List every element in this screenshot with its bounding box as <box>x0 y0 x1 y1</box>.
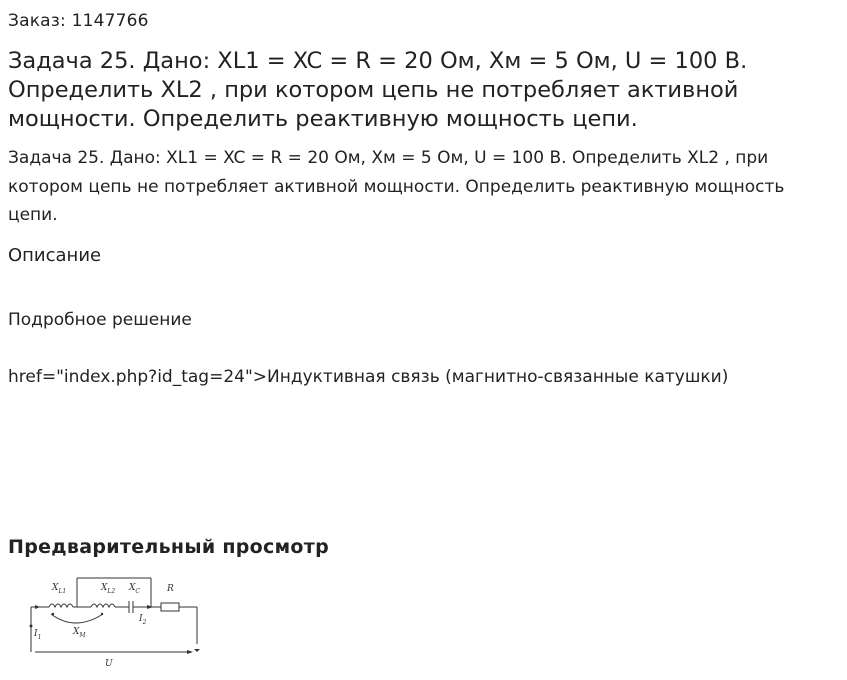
label-xm: $X_M$ <box>73 627 86 639</box>
solution-label: Подробное решение <box>8 310 192 330</box>
task-title: Задача 25. Дано: XL1 = XC = R = 20 Ом, Хм = 5 Ом, U = 100 В. Определить XL2 , при котором цепь не потребляет активной мощности. Определить реактивную мощность цепи. <box>8 48 748 132</box>
preview-title: Предварительный просмотр <box>8 536 329 558</box>
label-r: R <box>167 584 174 594</box>
circuit-diagram <box>25 574 205 674</box>
circuit-arrows <box>30 605 201 654</box>
tag-link[interactable]: href="index.php?id_tag=24">Индуктивная связь (магнитно-связанные катушки) <box>8 367 729 387</box>
circuit-preview-image <box>25 574 205 674</box>
order-number: Заказ: 1147766 <box>8 11 149 31</box>
task-body: Задача 25. Дано: XL1 = XC = R = 20 Ом, Хм = 5 Ом, U = 100 В. Определить XL2 , при котором цепь не потребляет активной мощности. Определить реактивную мощность цепи. <box>8 148 785 225</box>
circuit-labels <box>33 583 174 669</box>
description-label: Описание <box>8 245 102 266</box>
label-i2: $I_2$ <box>139 614 147 626</box>
label-xl2: $X_{L2}$ <box>101 583 116 595</box>
label-i1: $I_1$ <box>34 629 42 641</box>
label-xc: $X_C$ <box>129 583 141 595</box>
label-xl1: $X_{L1}$ <box>52 583 67 595</box>
label-u: U <box>105 659 113 669</box>
